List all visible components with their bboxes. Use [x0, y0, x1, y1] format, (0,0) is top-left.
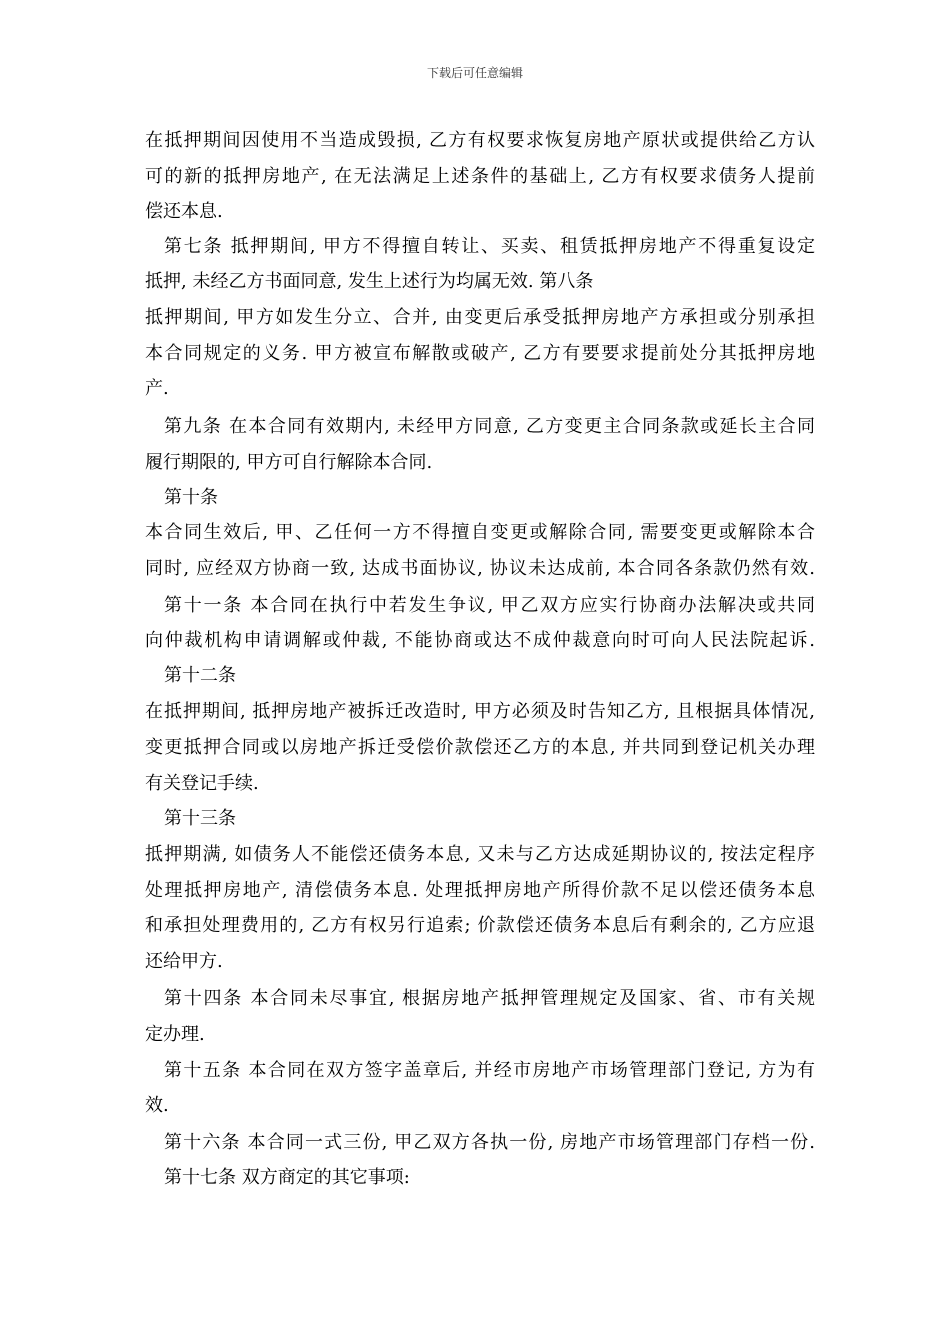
article-14-line: 第十四条 本合同未尽事宜, 根据房地产抵押管理规定及国家、省、市有关规: [164, 988, 815, 1009]
article-13-heading: 第十三条: [164, 808, 236, 829]
text-line: 抵押期满, 如债务人不能偿还债务本息, 又未与乙方达成延期协议的, 按法定程序: [145, 844, 815, 865]
text-line: 在抵押期间, 抵押房地产被拆迁改造时, 甲方必须及时告知乙方, 且根据具体情况,: [145, 701, 815, 722]
article-17-line: 第十七条 双方商定的其它事项:: [164, 1167, 410, 1188]
text-line: 抵押期间, 甲方如发生分立、合并, 由变更后承受抵押房地产方承担或分别承担: [145, 307, 815, 328]
page-header: 下载后可任意编辑: [426, 66, 523, 80]
article-10-heading: 第十条: [164, 487, 218, 508]
text-line: 向仲裁机构申请调解或仲裁, 不能协商或达不成仲裁意向时可向人民法院起诉.: [145, 630, 815, 651]
text-line: 产.: [145, 378, 169, 399]
text-line: 效.: [145, 1095, 169, 1116]
text-line: 同时, 应经双方协商一致, 达成书面协议, 协议未达成前, 本合同各条款仍然有效.: [145, 558, 815, 579]
text-line: 本合同生效后, 甲、乙任何一方不得擅自变更或解除合同, 需要变更或解除本合: [145, 522, 815, 543]
text-line: 还给甲方.: [145, 951, 223, 972]
text-line: 定办理.: [145, 1024, 205, 1045]
text-line: 本合同规定的义务. 甲方被宣布解散或破产, 乙方有要要求提前处分其抵押房地: [145, 343, 815, 364]
article-11-line: 第十一条 本合同在执行中若发生争议, 甲乙双方应实行协商办法解决或共同: [164, 595, 815, 616]
text-line: 变更抵押合同或以房地产拆迁受偿价款偿还乙方的本息, 并共同到登记机关办理: [145, 737, 815, 758]
text-line: 有关登记手续.: [145, 773, 259, 794]
article-12-heading: 第十二条: [164, 665, 236, 686]
article-15-line: 第十五条 本合同在双方签字盖章后, 并经市房地产市场管理部门登记, 方为有: [164, 1060, 815, 1081]
text-line: 抵押, 未经乙方书面同意, 发生上述行为均属无效. 第八条: [145, 271, 594, 292]
text-line: 偿还本息.: [145, 201, 223, 222]
text-line: 履行期限的, 甲方可自行解除本合同.: [145, 452, 433, 473]
article-16-line: 第十六条 本合同一式三份, 甲乙双方各执一份, 房地产市场管理部门存档一份.: [164, 1132, 815, 1153]
text-line: 和承担处理费用的, 乙方有权另行追索; 价款偿还债务本息后有剩余的, 乙方应退: [145, 915, 815, 936]
text-line: 处理抵押房地产, 清偿债务本息. 处理抵押房地产所得价款不足以偿还债务本息: [145, 880, 815, 901]
article-7-line: 第七条 抵押期间, 甲方不得擅自转让、买卖、租赁抵押房地产不得重复设定: [164, 236, 815, 257]
text-line: 在抵押期间因使用不当造成毁损, 乙方有权要求恢复房地产原状或提供给乙方认: [145, 130, 815, 151]
text-line: 可的新的抵押房地产, 在无法满足上述条件的基础上, 乙方有权要求债务人提前: [145, 166, 815, 187]
article-9-line: 第九条 在本合同有效期内, 未经甲方同意, 乙方变更主合同条款或延长主合同: [164, 416, 815, 437]
